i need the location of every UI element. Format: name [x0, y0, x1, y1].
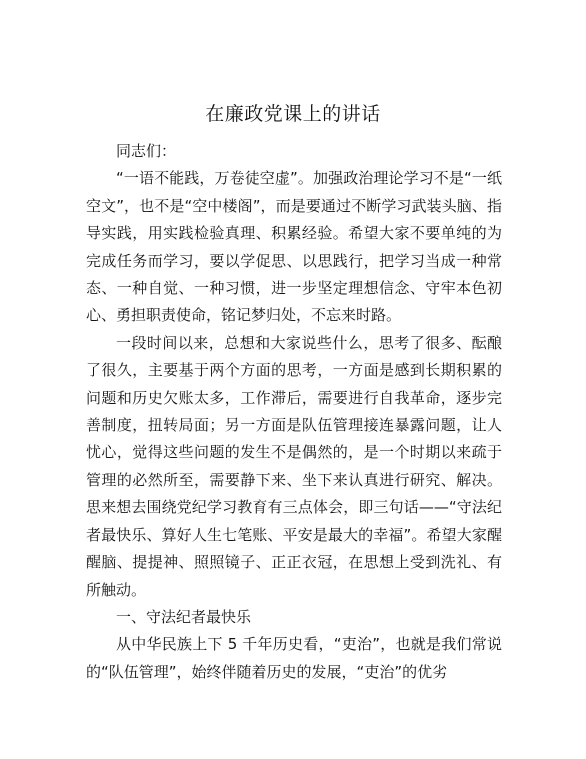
paragraph-1: “一语不能践，万卷徒空虚”。加强政治理论学习不是“一纸空文”，也不是“空中楼阁”，而是要通过不断学习武装头脑、指导实践，用实践检验真理、积累经验。希望大家不要单纯的为完成任务而学习，要以学促思、以思践行，把学习当成一种常态、一种自觉、一种习惯，进一步坚定理想信念、守牢本色初心、勇担职责使命，铭记梦归处，不忘来时路。: [86, 169, 502, 325]
section-paragraph: 从中华民族上下 5 千年历史看，“吏治”，也就是我们常说的“队伍管理”，始终伴随着历史的发展，“吏治”的优劣: [86, 635, 502, 681]
greeting: 同志们：: [116, 142, 177, 160]
document-body: [86, 138, 502, 686]
document-title: 在廉政党课上的讲话: [205, 103, 381, 125]
paragraph-2: 一段时间以来，总想和大家说些什么，思考了很多、酝酿了很久，主要基于两个方面的思考，一方面是感到长期积累的问题和历史欠账太多，工作滞后，需要进行自我革命，逐步完善制度，扭转局面；另一方面是队伍管理接连暴露问题，让人忧心，觉得这些问题的发生不是偶然的，是一个时期以来疏于管理的必然所至，需要静下来、坐下来认真进行研究、解决。思来想去围绕党纪学习教育有三点体会，即三句话——“守法纪者最快乐、算好人生七笔账、平安是最大的幸福”。希望大家醒醒脑、提提神、照照镜子、正正衣冠，在思想上受到洗礼、有所触动。: [86, 333, 502, 599]
section-heading: 一、守法纪者最快乐: [116, 607, 252, 626]
